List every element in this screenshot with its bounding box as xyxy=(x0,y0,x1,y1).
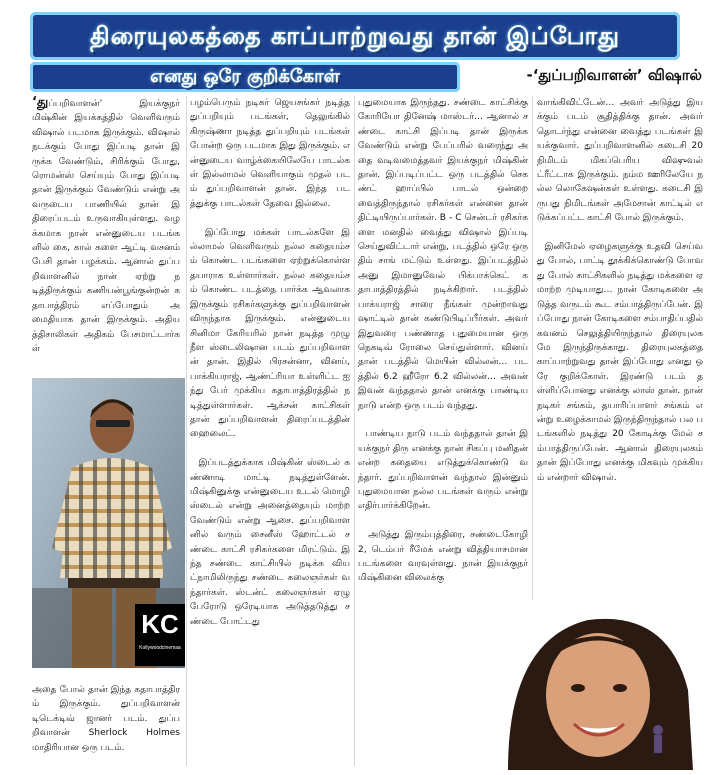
headline-line1: திரையுலகத்தை காப்பாற்றுவது தான் இப்போது xyxy=(90,22,620,50)
article-column-1-bottom: அதை போல் தான் இந்த கதாபாத்திரம் இருக்கும். துப்பறிவாளன் டிடெக்டிவ் ஜானர் படம். துப்பறிவாளன் Sherlock Holmes மாதிரியான ஒரு படம். xyxy=(32,685,183,753)
kc-logo-text: KC xyxy=(141,609,179,639)
article-column-2: பழம்பெரும் நடிகர் ஜெயசங்கர் நடித்த துப்பறியும் படங்கள், தெலுங்கில் கிருஷ்ணா நடித்த துப்பறியும் படங்கள் போன்ற ஒரு படமாக இது இருக்கும். என்னுடைய வாழ்க்கையிலேயே பாடல்கள் இல்லாமல் வெளியாகும் முதல் படம் துப்பறிவாளன் தான். இந்த படத்துக்கு பாடல்கள் தேவை இல்லை. இப்போது மக்கள் பாடல்களே இல்லாமல் வெளிவரும் நல்ல கதையம்சம் கொண்ட படங்களை ஏற்றுக்கொள்ள தயாராக உள்ளார்கள். நல்ல கதையம்சம் கொண்ட படத்தை பார்க்க ஆவலாக இருக்கும் ரசிகர்களுக்கு துப்பறிவாளன் விருந்தாக இருக்கும். என்னுடைய சினிமா கேரியரில் நான் நடித்த முழு நீள ஸ்டைலிஷான படம் துப்பறிவாளன் தான். இதில் பிரசன்னா, வினய், பாக்கியராஜ், ஆண்ட்ரியா உள்ளிட்ட ஐந்து பேர் முக்கிய கதாபாத்திரத்தில் நடித்துள்ளார்கள். ஆக்சன் காட்சிகள் தான் துப்பறிவாளன் திரைப்படத்தின் ஹைலைட். இப்படத்துக்காக மிஷ்கின் ஸ்டைல் கண்ணாடி மாட்டி நடித்துள்ளேன். மிஷ்கினுக்கு என்னுடைய உடல் மொழி ஸ்டைல் என்று அனைத்தையும் மாற்ற வேண்டும் என்று ஆசை. துப்பறிவாளனில் வரும் சைனீஸ் ஹோட்டல் சண்டை காட்சி ரசிகர்களை மிரட்டும். இந்த சண்டை காட்சியில் நடிக்க வியட்நாமிலிருந்து சண்டை கலைஞர்கள் வந்தார்கள். ஸ்டன்ட் கலைஞர்கள் ஏழு பேரோடு ஒரேடியாக அடுத்தடுத்து சண்டை போட்டது xyxy=(190,98,350,627)
kc-watermark-logo xyxy=(135,604,185,666)
headline-line1-banner xyxy=(30,12,680,60)
kc-logo-subtext: Kollywoodcinemaa xyxy=(139,645,181,651)
actress-photo-illustration xyxy=(488,600,703,770)
headline-line2: எனது ஒரே குறிக்கோள் xyxy=(150,66,340,87)
column-divider xyxy=(186,96,187,766)
column-1-text: ப்பறிவாளன்’ இயக்குநர் மிஷ்கின் இயக்கத்தில் வெளிவரும் விஷால் படமாக இருக்கும். விஷால் நடக்கும் போது இப்படி தான் இருக்க வேண்டும், சிரிக்கும் போது, ரொமன்ஸ் செய்யும் போது இப்படி தான் இருக்கும் வேண்டும் என்று அவருடைய பாணியில் தான் இதிரைப்படம் உருவாகியுள்ளது. வழக்கமாக நான் என்னுடைய படங்களில் கை, கால் களை ஆட்டி வசனம் பேசி தான் பழக்கம். ஆனால் துப்பறிவாளனில் நான் ஏற்று நடித்திருக்கும் கணியன்பூங்குன்றன் கதாபாத்திரம் எப்போதும் அமைதியாக தான் இருக்கும். அதியத்திசாலிகள் அதிகம் பேசமாட்டார்கள் xyxy=(32,99,183,354)
column-divider xyxy=(354,96,355,766)
article-column-4: வாங்கிவிட்டேன்… அவர் அடுத்து இயக்கும் படம் சூதித்திக்கு தான். அவர் தொடர்ந்து என்னை வைத்து படங்கள் இயக்குவார். துப்பறிவாளனில் கடைசி 20 நிமிடம் மிகப்பெரிய விஷுவல் ட்ரீட்டாக இருக்கும். நம்ம ஊரிலேயே நல்ல லொகேஷன்கள் உள்ளது. கடைசி இருபது நிமிடங்கள் அமேசான் காட்டில் எடுக்கப்பட்ட காட்சி போல் இருக்கும். இனிமேல் ஏழைகளுக்கு உதவி செய்வது போல், பாட்டி தூக்கிக்கொண்டு போவது போல் காட்சிகளில் நடித்து மக்களை ஏமாற்ற முடியாது… நான் கோடிகளை அடுத்த வருடம் கூட சம்பாத்திருப்பேன். இப்போது நான் கோடிகளை சம்பாதிப்பதில் கவனம் செலுத்தியிருந்தால் திரையுலகமே இருந்திருக்காது. திரையுலகத்தை காப்பாற்றுவது தான் இப்போது எனது ஒரே குறிக்கோள். இரண்டு படம் தள்ளிப்போனது எனக்கு லாஸ் தான். நான் நடிகர் சங்கம், தயாரிப்பாளர் சங்கம் என்று உழைக்காமல் இருந்திருந்தால் பல படங்களில் நடித்து 20 கோடிக்கு மேல் சம்பாத்திருப்பேன். ஆனால் திரையுலகம் தான் இப்போது எனக்கு மிகவும் முக்கியம் என்றார் விஷால். xyxy=(537,98,703,483)
article-column-3: புதுமையாக இருந்தது. சண்டை காட்சிக்கு கோரியோ தினேஷ் மாஸ்டர்… ஆனால் சண்டை காட்சி இப்படி தான் இருக்க வேண்டும் என்று பேப்பரில் வரைந்து அதை வடிவமைத்தவர் இயக்குநர் மிஷ்கின் தான். இப்படிப்பட்ட ஒரு படத்தில் செகண்ட் ஹாப்பில் பாடல் ஒன்றை வைத்திருந்தால் ரசிகர்கள் என்னை தான் திட்டியிருப்பார்கள். B - C சென்டர் ரசிகர்களை மனதில் வைத்து விஷால் இப்படி செய்துவிட்டார் என்று, படத்தில் ஒரே ஒரு திம் சாங் மட்டும் உள்ளது. இப்படத்தில் அனு இமானுவேல் பிக்பாக்கெட் கதாபாத்திரத்தில் நடிக்கிறார். படத்தில் பாக்யராஜ் சாரை நீங்கள் முன்றாவது ஷாட்டில் தான் கண்டுபிடிப்பீர்கள். அவர் இதுவரை பண்ணாத புதுமையான ஒரு நெகடிவ் ரோலை செய்துள்ளார். வினய் தான் படத்தில் மெயின் வில்லன்… படத்தில் 6.2 ஹீரோ 6.2 வில்லன்… அவன் இவன் வந்ததால் தான் எனக்கு பாண்டிய நாடு என்ற ஒரு படம் வந்தது. பாண்டிய நாடு படம் வந்ததால் தான் இயக்குநர் திரு எனக்கு நான் சிகப்பு மனிதன் என்ற கதையை எடுத்துக்கொண்டு வந்தார். துப்பறிவாளன் வந்தால் இன்னும் புதுமையான நல்ல படங்கள் வரும் என்று எதிர்பார்க்கிறேன். அடுத்து இரும்புத்திரை, சண்டைகோழி 2, டெம்பர் ரீமேக் என்று வித்தியாசமான படங்களை வரவுள்ளது. நான் இயக்குநர் மிஷ்கினை விலைக்கு xyxy=(358,98,528,584)
article-column-1 xyxy=(32,95,183,356)
headline-line2-banner xyxy=(30,62,460,92)
attribution: -‘துப்பறிவாளன்’ விஷால் xyxy=(526,66,702,84)
drop-cap: ‘து xyxy=(32,95,49,110)
actress-photo xyxy=(488,600,703,770)
